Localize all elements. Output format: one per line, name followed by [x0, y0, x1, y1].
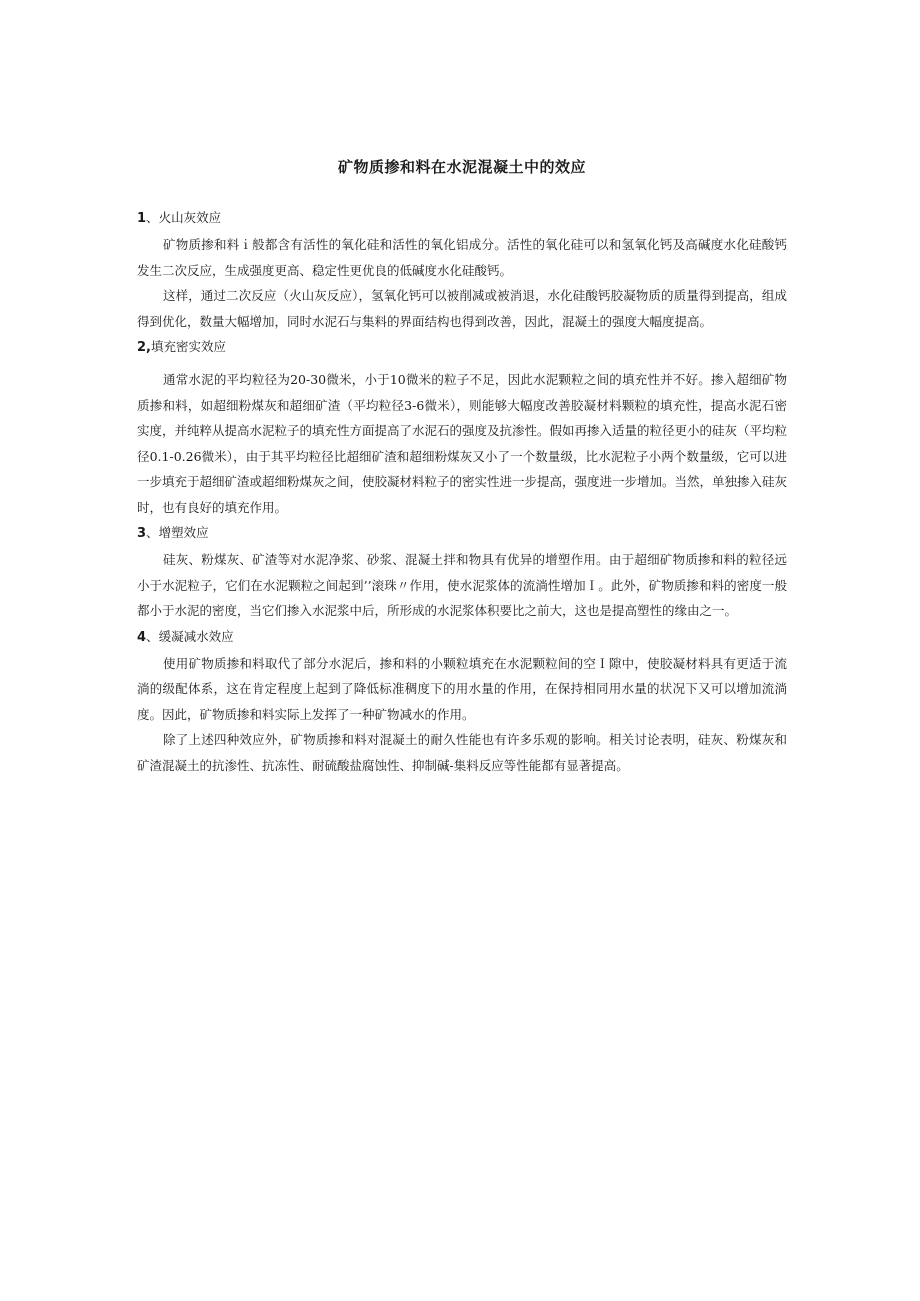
section-separator: 、 — [146, 525, 159, 540]
section-retarding-water-reducing-effect — [137, 624, 787, 779]
section-separator: 、 — [146, 628, 159, 644]
section-title: 增塑效应 — [158, 525, 209, 540]
section-heading — [137, 624, 787, 651]
paragraph: 除了上述四种效应外，矿物质掺和料对混凝土的耐久性能也有许多乐观的影响。相关讨论表明，硅灰、粉煤灰和矿渣混凝土的抗渗性、抗冻性、耐硫酸盐腐蚀性、抑制碱-集料反应等性能都有显著提高。 — [137, 732, 787, 773]
section-separator: 、 — [146, 210, 159, 225]
section-number: 1 — [137, 211, 147, 226]
paragraph: 这样，通过二次反应（火山灰反应），氢氧化钙可以被削减或被消退，水化硅酸钙胶凝物质的质量得到提高，组成得到优化，数量大幅增加，同时水泥石与集料的界面结构也得到改善，因此，混凝土的强度大幅度提高。 — [137, 288, 787, 329]
paragraph: 矿物质掺和料ｉ般都含有活性的氧化硅和活性的氧化铝成分。活性的氧化硅可以和氢氧化钙及高碱度水化硅酸钙发生二次反应，生成强度更高、稳定性更优良的低碱度水化硅酸钙。 — [137, 237, 787, 278]
section-plasticizing-effect — [137, 520, 787, 624]
section-title: 火山灰效应 — [158, 210, 222, 225]
section-title: 填充密实效应 — [150, 339, 226, 354]
document-page — [137, 155, 787, 778]
section-number: 3 — [137, 526, 147, 541]
section-heading — [137, 520, 787, 547]
section-filling-compaction-effect — [137, 334, 787, 520]
paragraph: 硅灰、粉煤灰、矿渣等对水泥净浆、砂浆、混凝土拌和物具有优异的增塑作用。由于超细矿物质掺和料的粒径远小于水泥粒子，它们在水泥颗粒之间起到’’滚珠〃作用，使水泥浆体的流淌性增加Ｉ。此外，矿物质掺和料的密度一般都小于水泥的密度，当它们掺入水泥浆中后，所形成的水泥浆体积要比之前大，这也是提高塑性的缘由之一。 — [137, 552, 787, 618]
document-title: 矿物质掺和料在水泥混凝土中的效应 — [337, 158, 586, 176]
paragraph: 使用矿物质掺和料取代了部分水泥后，掺和料的小颗粒填充在水泥颗粒间的空Ｉ隙中，使胶凝材料具有更适于流淌的级配体系，这在肯定程度上起到了降低标准稠度下的用水量的作用，在保持相同用水量的状况下又可以增加流淌度。因此，矿物质掺和料实际上发挥了一种矿物减水的作用。 — [137, 655, 787, 722]
section-number: 2, — [137, 340, 151, 355]
section-volcanic-ash-effect — [137, 205, 787, 334]
section-heading — [137, 334, 787, 361]
section-heading — [137, 205, 787, 232]
section-title: 缓凝减水效应 — [158, 628, 234, 644]
section-number: 4 — [137, 629, 147, 645]
paragraph: 通常水泥的平均粒径为20-30微米，小于10微米的粒子不足，因此水泥颗粒之间的填充性并不好。掺入超细矿物质掺和料，如超细粉煤灰和超细矿渣（平均粒径3-6微米），则能够大幅度改善胶凝材料颗粒的填充性，提高水泥石密实度，并纯粹从提高水泥粒子的填充性方面提高了水泥石的强度及抗渗性。假如再掺入适量的粒径更小的硅灰（平均粒径0.1-0.26微米），由于其平均粒径比超细矿渣和超细粉煤灰又小了一个数量级，比水泥粒子小两个数量级，它可以进一步填充于超细矿渣或超细粉煤灰之间，使胶凝材料粒子的密实性进一步提高，强度进一步增加。当然，单独掺入硅灰时，也有良好的填充作用。 — [137, 372, 788, 515]
